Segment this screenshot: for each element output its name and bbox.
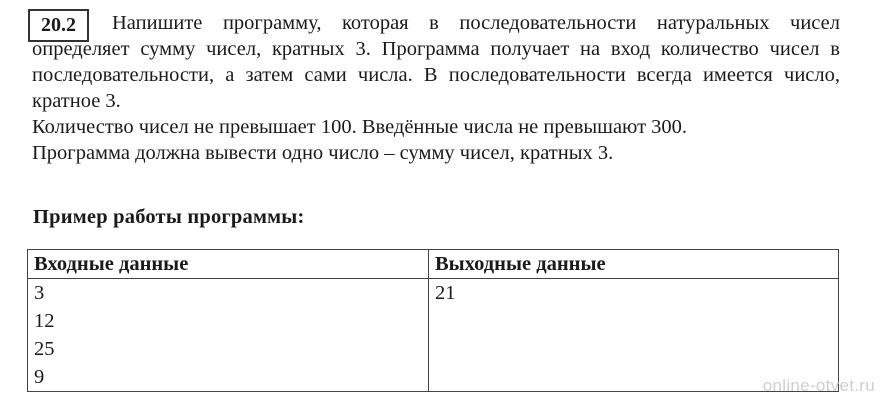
output-data-cell (429, 279, 839, 392)
table-header-row (28, 250, 839, 279)
watermark: online-otvet.ru (762, 376, 875, 395)
task-number: 20.2 (41, 14, 76, 36)
task-statement (32, 10, 840, 166)
table-row (28, 279, 839, 392)
input-data-cell (28, 279, 429, 392)
input-line: 9 (34, 366, 45, 388)
column-header-output: Выходные данные (429, 250, 839, 279)
example-table (27, 249, 839, 392)
column-header-input: Входные данные (28, 250, 429, 279)
task-paragraph-2: Количество чисел не превышает 100. Введённые числа не превышают 300. (32, 116, 688, 138)
input-line: 12 (34, 310, 55, 332)
example-title: Пример работы программы: (33, 206, 305, 228)
task-paragraph-3: Программа должна вывести одно число – сумму чисел, кратных 3. (32, 142, 614, 164)
output-line: 21 (435, 282, 456, 304)
input-line: 3 (34, 282, 45, 304)
input-line: 25 (34, 338, 55, 360)
task-paragraph-1: Напишите программу, которая в последовательности натуральных чисел определяет сумму чисел, кратных 3. Программа получает на вход количество чисел в последовательности, а затем сами числа. В последовательности всегда имеется число, кратное 3. (32, 12, 840, 112)
